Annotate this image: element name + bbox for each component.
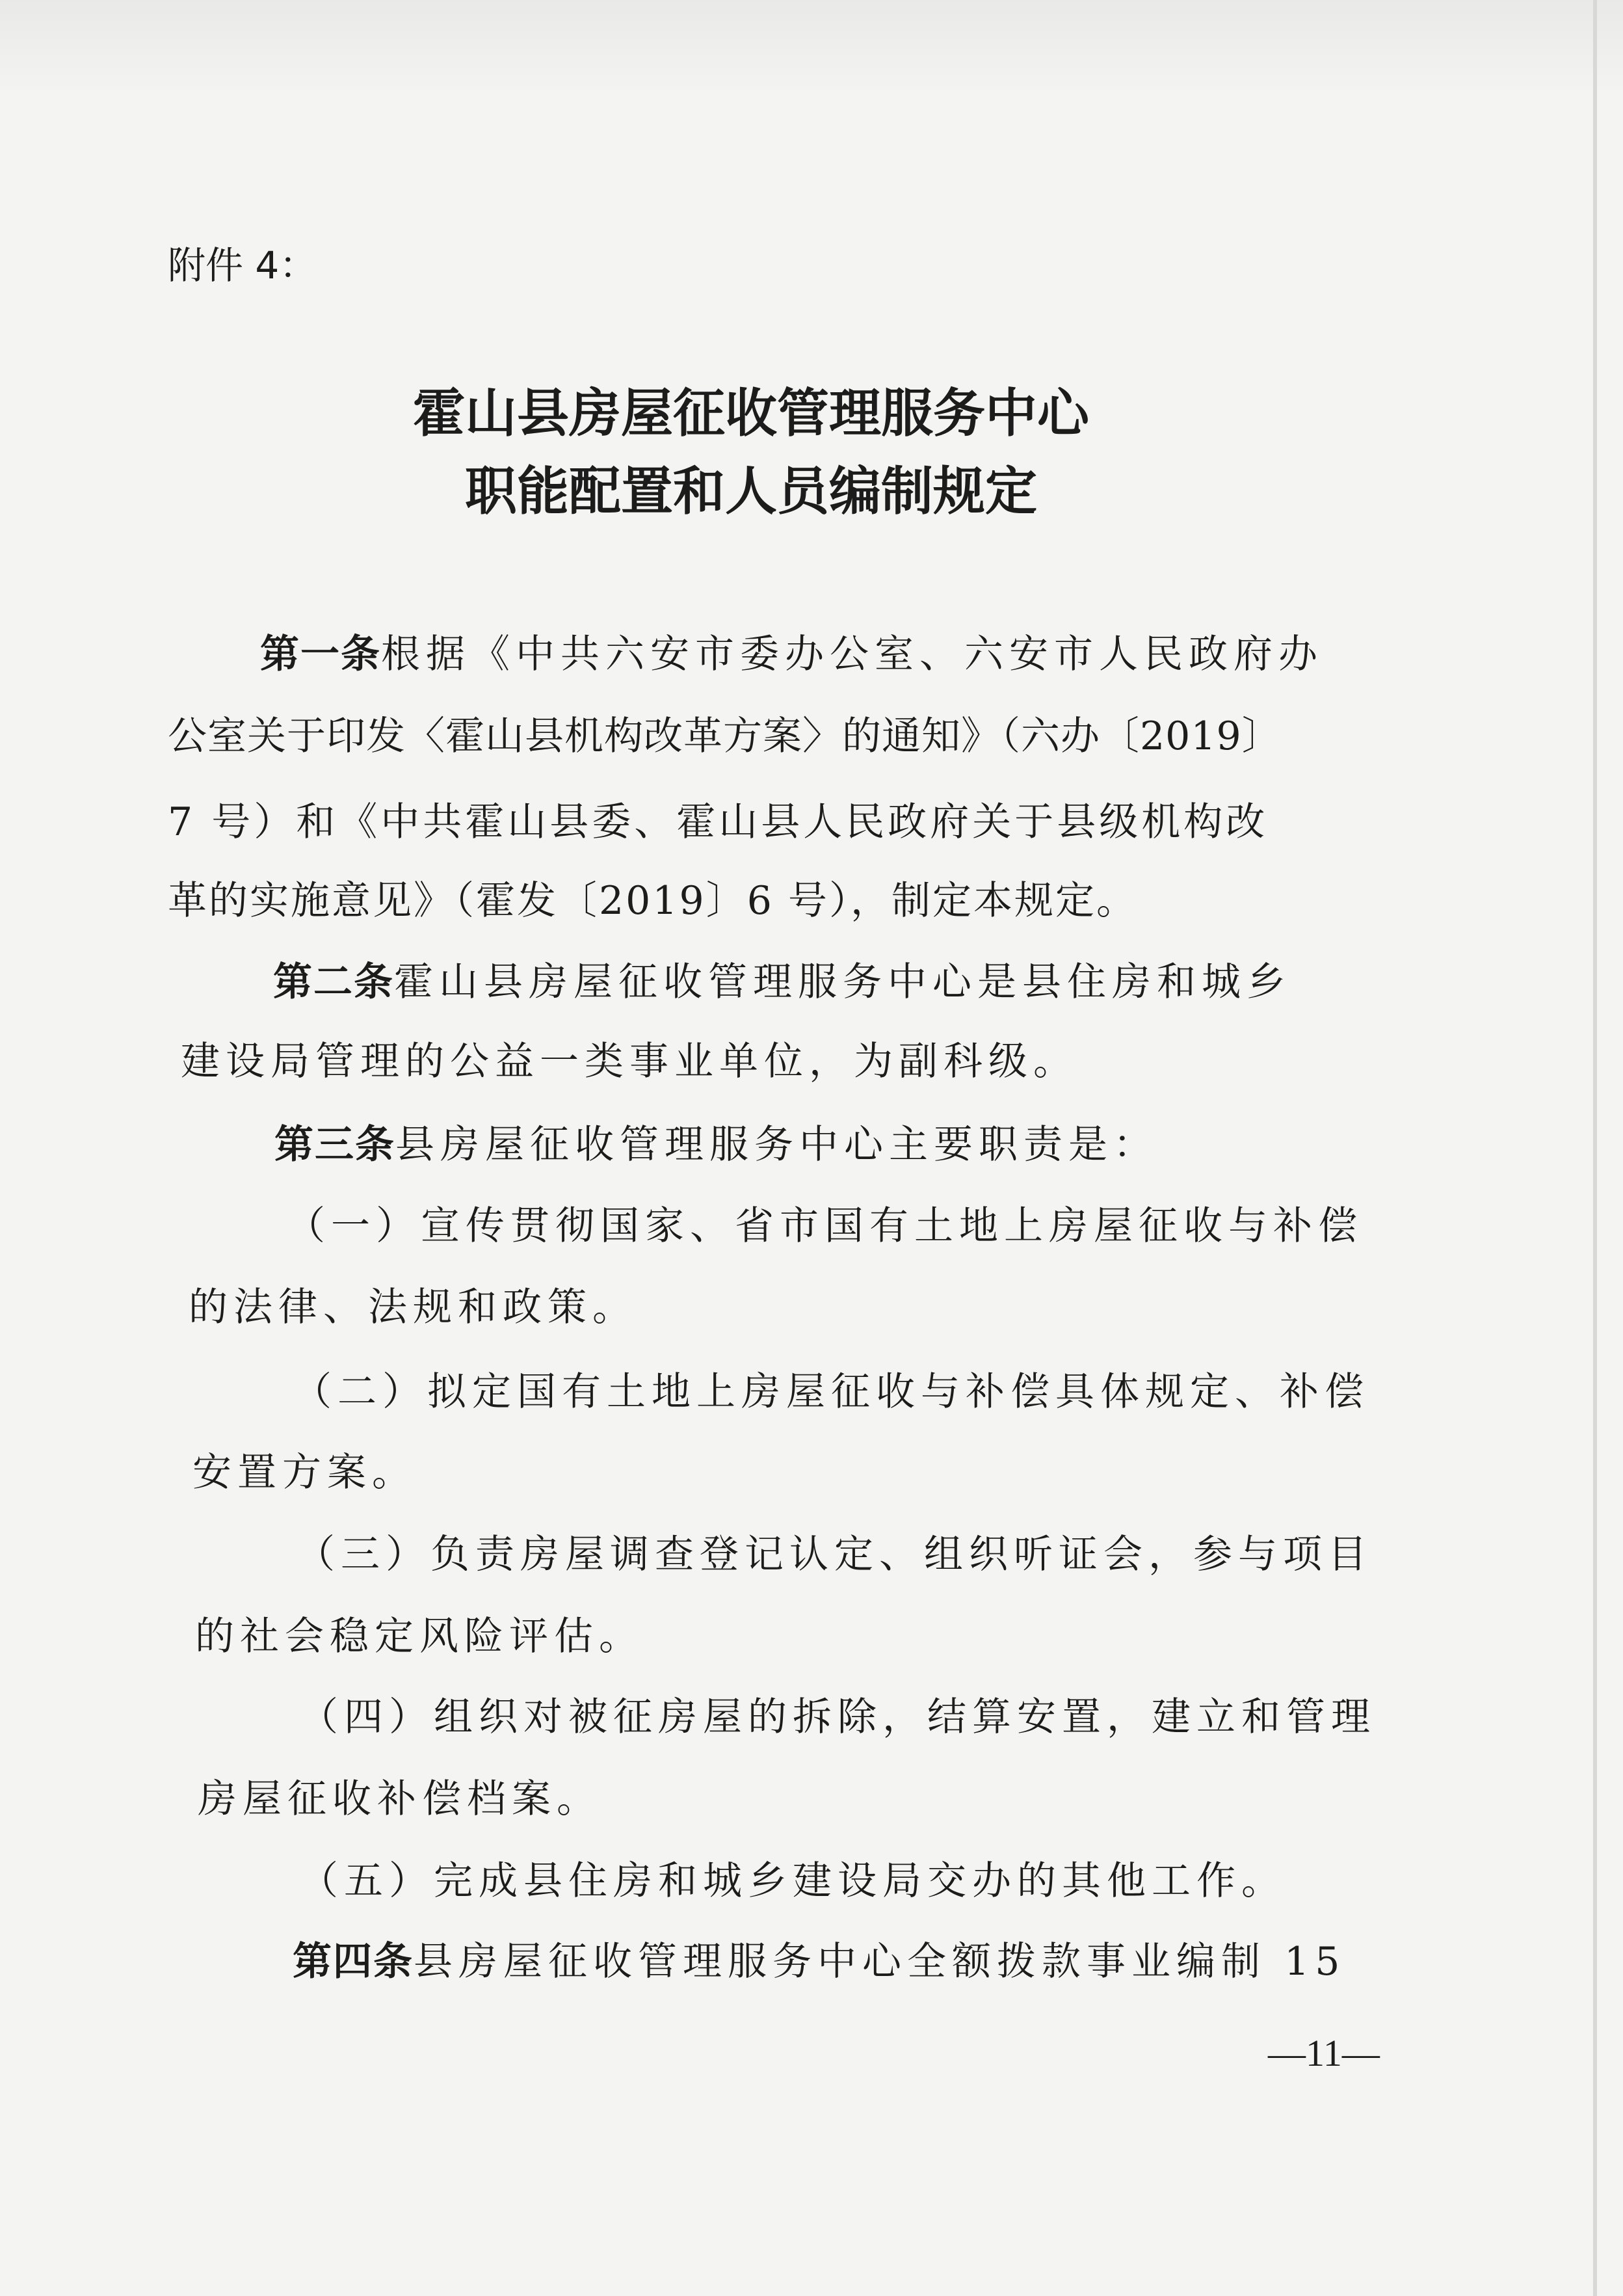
article-1-line-4: 革的实施意见》（霍发〔2019〕6 号），制定本规定。 [168, 878, 1137, 924]
item-5-line-1: （五）完成县住房和城乡建设局交办的其他工作。 [299, 1858, 1286, 1904]
item-1-line-1: （一）宣传贯彻国家、省市国有土地上房屋征收与补偿 [286, 1203, 1363, 1249]
article-1-line-3: 7 号）和《中共霍山县委、霍山县人民政府关于县级机构改 [168, 799, 1269, 845]
item-2-line-2: 安置方案。 [192, 1450, 417, 1495]
article-lead: 第三条 [274, 1122, 395, 1168]
article-lead: 第四条 [293, 1939, 414, 1984]
article-3-line-1 [274, 1119, 1158, 1171]
body-text: 县房屋征收管理服务中心全额拨款事业编制 15 [414, 1939, 1346, 1984]
article-1-line-2: 公室关于印发〈霍山县机构改革方案〉的通知》（六办〔2019〕 [168, 714, 1282, 759]
scan-edge [1593, 0, 1597, 2296]
body-text: 霍山县房屋征收管理服务中心是县住房和城乡 [394, 959, 1291, 1005]
attachment-label: 附件 4： [168, 243, 317, 287]
body-text: 根据《中共六安市委办公室、六安市人民政府办 [381, 632, 1323, 677]
article-lead: 第二条 [273, 959, 394, 1005]
item-4-line-1: （四）组织对被征房屋的拆除，结算安置，建立和管理 [299, 1694, 1376, 1740]
body-text: 县房屋征收管理服务中心主要职责是： [395, 1122, 1158, 1168]
page-number: —11— [1268, 2032, 1380, 2074]
item-2-line-1: （二）拟定国有土地上房屋征收与补偿具体规定、补偿 [293, 1369, 1369, 1415]
article-lead: 第一条 [260, 632, 381, 677]
article-2-line-1 [273, 956, 1291, 1008]
item-4-line-2: 房屋征收补偿档案。 [198, 1776, 601, 1822]
document-title-line-2: 职能配置和人员编制规定 [465, 461, 1037, 522]
article-2-line-2: 建设局管理的公益一类事业单位，为副科级。 [181, 1039, 1078, 1084]
scan-shadow [0, 0, 1623, 98]
item-1-line-2: 的法律、法规和政策。 [189, 1285, 637, 1330]
item-3-line-1: （三）负责房屋调查登记认定、组织听证会，参与项目 [296, 1532, 1373, 1577]
item-3-line-2: 的社会稳定风险评估。 [195, 1614, 644, 1659]
document-title-line-1: 霍山县房屋征收管理服务中心 [413, 382, 1089, 444]
article-1-line-1 [260, 628, 1323, 680]
article-4-line-1 [293, 1936, 1345, 1988]
